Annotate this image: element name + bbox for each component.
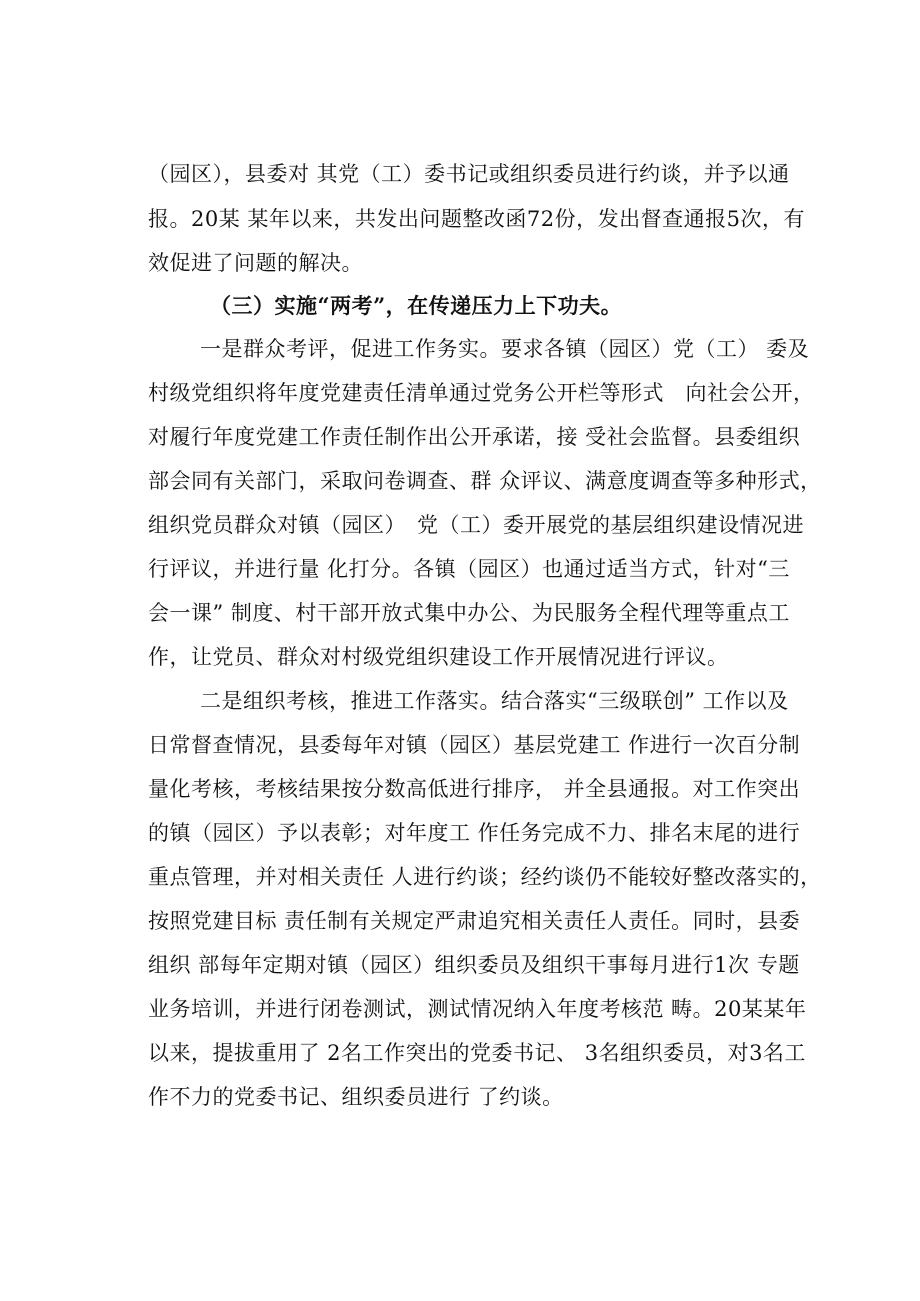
paragraph-3-line-1: 二是组织考核，推进工作落实。结合落实“三级联创” 工作以及 — [200, 689, 789, 713]
paragraph-3-line-9: 以来，提拔重用了 2名工作突出的党委书记、 3名组织委员，对3名工 — [148, 1041, 806, 1065]
paragraph-1-line-3: 效促进了问题的解决。 — [148, 251, 363, 275]
paragraph-3-line-8: 业务培训，并进行闭卷测试，测试情况纳入年度考核范 畴。20某某年 — [148, 997, 807, 1021]
paragraph-1-line-2: 报。20某 某年以来，共发出问题整改函72份，发出督查通报5次，有 — [148, 207, 805, 231]
paragraph-3-line-4: 的镇（园区）予以表彰；对年度工 作任务完成不力、排名末尾的进行 — [148, 821, 801, 845]
paragraph-3-line-10: 作不力的党委书记、组织委员进行 了约谈。 — [148, 1085, 564, 1109]
paragraph-2-line-1: 一是群众考评，促进工作务实。要求各镇（园区）党（工） 委及 — [200, 337, 810, 361]
paragraph-3-line-5: 重点管理，并对相关责任 人进行约谈；经约谈仍不能较好整改落实的， — [148, 865, 822, 889]
paragraph-2-line-7: 会一课” 制度、村干部开放式集中办公、为民服务全程代理等重点工 — [148, 601, 790, 625]
paragraph-2-line-8: 作，让党员、群众对村级党组织建设工作开展情况进行评议。 — [148, 645, 729, 669]
paragraph-3-line-3: 量化考核，考核结果按分数高低进行排序， 并全县通报。对工作突出 — [148, 777, 801, 801]
paragraph-2-line-3: 对履行年度党建工作责任制作出公开承诺，接 受社会监督。县委组织 — [148, 425, 801, 449]
paragraph-2-line-6: 行评议，并进行量 化打分。各镇（园区）也通过适当方式，针对“三 — [148, 557, 790, 581]
paragraph-2-line-4: 部会同有关部门，采取问卷调查、群 众评议、满意度调查等多种形式， — [148, 469, 822, 493]
paragraph-3-line-6: 按照党建目标 责任制有关规定严肃追究相关责任人责任。同时，县委 — [148, 909, 801, 933]
paragraph-1-line-1: （园区），县委对 其党（工）委书记或组织委员进行约谈，并予以通 — [148, 162, 790, 186]
paragraph-3-line-7: 组织 部每年定期对镇（园区）组织委员及组织干事每月进行1次 专题 — [148, 953, 800, 977]
section-heading-3: （三）实施“两考”，在传递压力上下功夫。 — [210, 293, 623, 318]
paragraph-2-line-5: 组织党员群众对镇（园区） 党（工）委开展党的基层组织建设情况进 — [148, 513, 804, 537]
paragraph-2-line-2: 村级党组织将年度党建责任清单通过党务公开栏等形式 向社会公开， — [148, 381, 815, 405]
paragraph-3-line-2: 日常督查情况，县委每年对镇（园区）基层党建工 作进行一次百分制 — [148, 733, 801, 757]
